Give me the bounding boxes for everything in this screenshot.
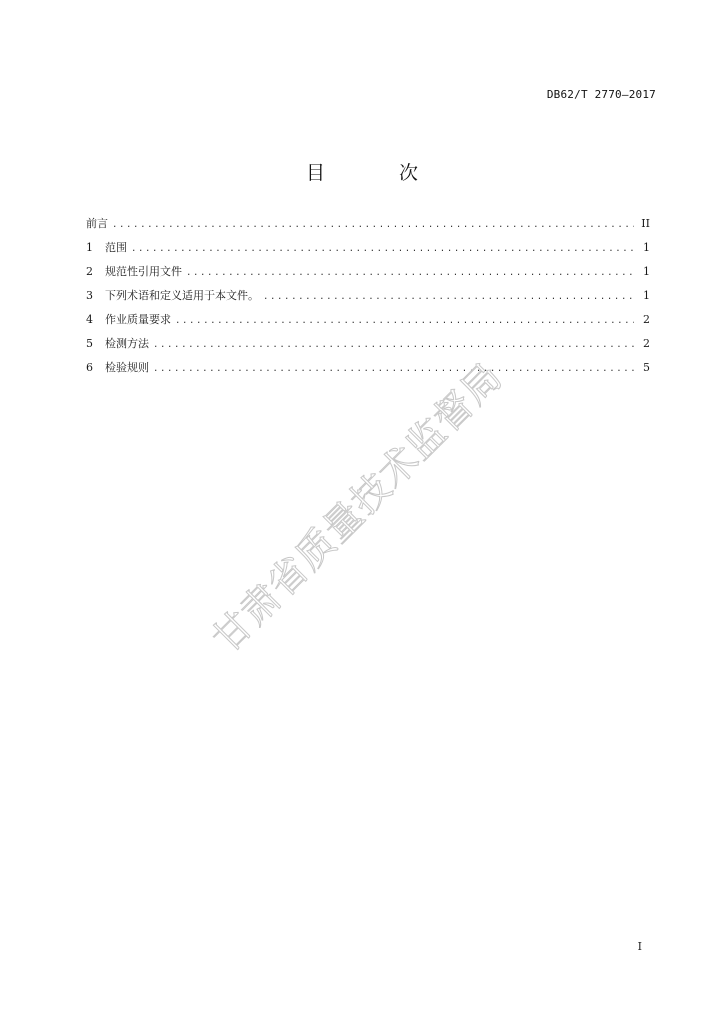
toc-entry-label: 下列术语和定义适用于本文件。 <box>105 289 259 302</box>
toc-entry-number: 5 <box>86 337 93 350</box>
toc-entry-terms-definitions[interactable] <box>86 287 650 311</box>
toc-entry-page: 2 <box>643 313 650 326</box>
toc-entry-test-methods[interactable] <box>86 335 650 359</box>
document-code: DB62/T 2770—2017 <box>546 88 656 101</box>
toc-entry-number: 4 <box>86 313 93 326</box>
toc-dot-leader <box>153 340 634 350</box>
toc-entry-quality-requirements[interactable] <box>86 311 650 335</box>
toc-entry-foreword[interactable] <box>86 215 650 239</box>
toc-entry-number: 1 <box>86 241 93 254</box>
toc-dot-leader <box>263 292 634 302</box>
toc-entry-label: 规范性引用文件 <box>105 265 182 278</box>
toc-entry-label: 作业质量要求 <box>105 313 171 326</box>
toc-entry-number: 3 <box>86 289 93 302</box>
toc-entry-page: 1 <box>643 289 650 302</box>
toc-entry-inspection-rules[interactable] <box>86 359 650 383</box>
toc-dot-leader <box>175 316 634 326</box>
toc-dot-leader <box>153 364 634 374</box>
toc-entry-page: 5 <box>643 361 650 374</box>
toc-dot-leader <box>186 268 634 278</box>
toc-dot-leader <box>112 220 634 230</box>
toc-entry-page: 1 <box>643 265 650 278</box>
page-title: 目 次 <box>305 162 453 184</box>
toc-entry-label: 范围 <box>105 241 127 254</box>
toc-entry-label: 检验规则 <box>105 361 149 374</box>
toc-entry-page: 1 <box>643 241 650 254</box>
toc-entry-page: 2 <box>643 337 650 350</box>
toc-entry-scope[interactable] <box>86 239 650 263</box>
page-number: I <box>637 940 642 953</box>
toc-entry-label: 前言 <box>86 217 108 230</box>
table-of-contents <box>86 215 650 383</box>
toc-entry-label: 检测方法 <box>105 337 149 350</box>
toc-entry-normative-references[interactable] <box>86 263 650 287</box>
toc-dot-leader <box>131 244 634 254</box>
toc-entry-number: 2 <box>86 265 93 278</box>
toc-entry-page: II <box>641 217 650 230</box>
toc-entry-number: 6 <box>86 361 93 374</box>
watermark: 甘肃省质量技术监督局 <box>204 354 511 661</box>
